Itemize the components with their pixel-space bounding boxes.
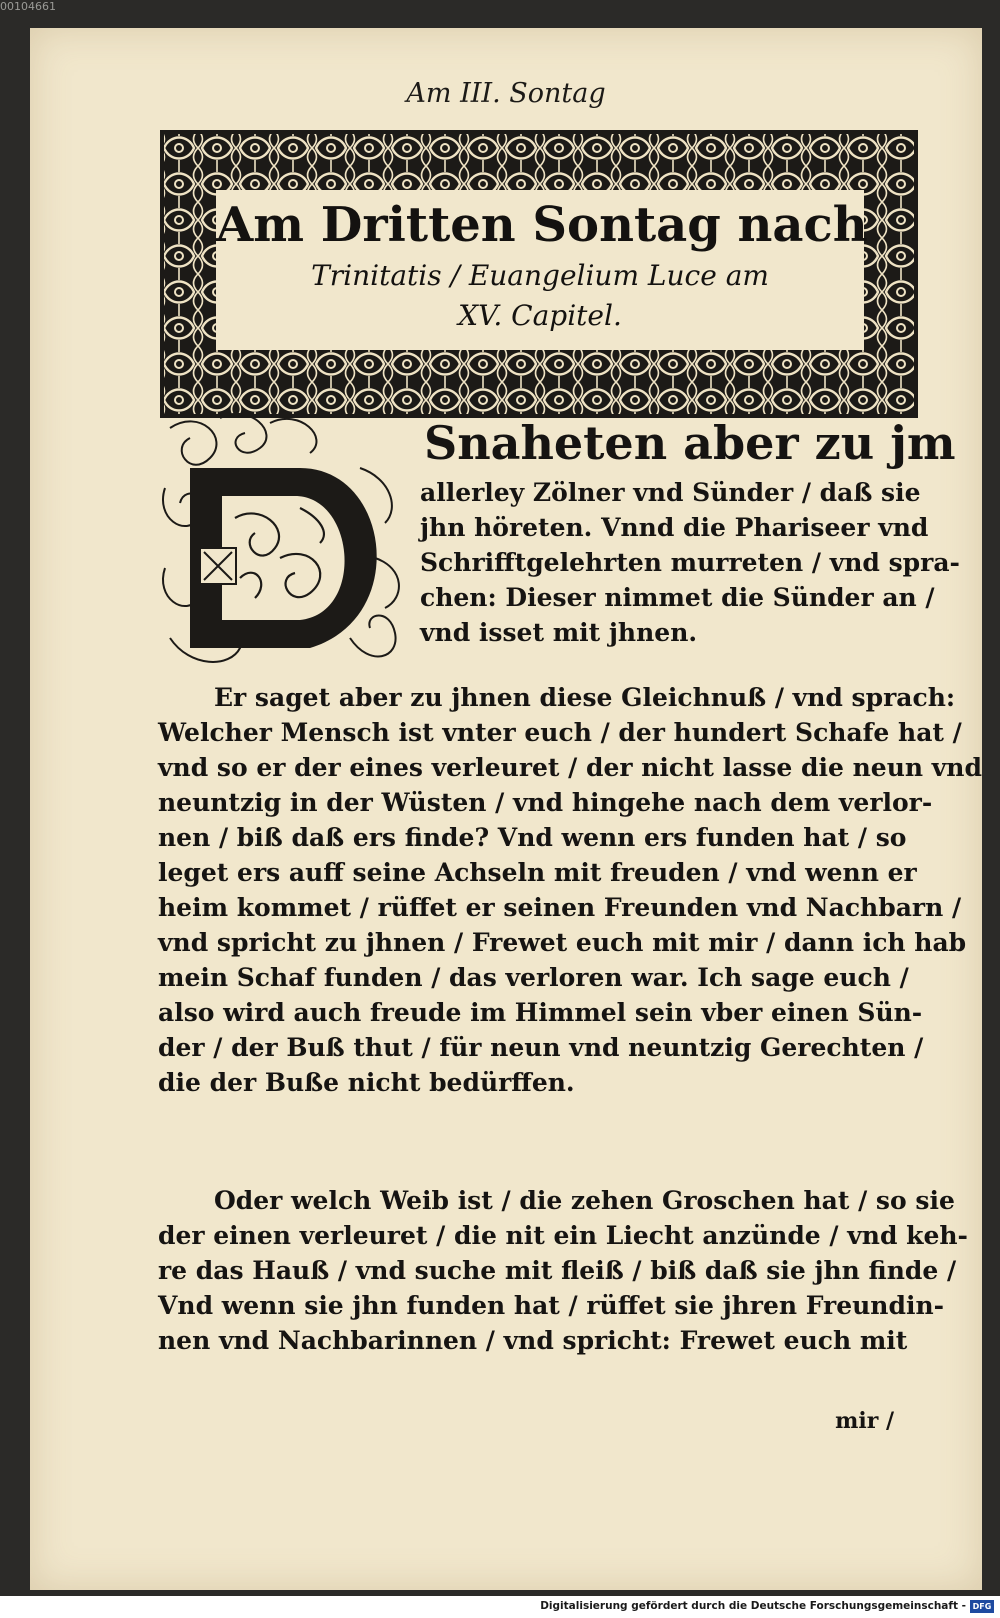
chapter-reference: XV. Capitel. xyxy=(458,299,622,332)
text-line: nen vnd Nachbarinnen / vnd spricht: Frewet euch mit xyxy=(158,1326,908,1355)
intro-line: Snaheten aber zu jm xyxy=(424,416,956,470)
text-line: die der Buße nicht bedürffen. xyxy=(158,1068,575,1097)
text-line: Er saget aber zu jhnen diese Gleichnuß / vnd sprach: xyxy=(214,683,956,712)
text-line: heim kommet / rüffet er seinen Freunden vnd Nachbarn / xyxy=(158,893,962,922)
text-line: Vnd wenn sie jhn funden hat / rüffet sie jhren Freundin- xyxy=(158,1291,945,1320)
running-head: Am III. Sontag xyxy=(406,78,606,109)
text-line: also wird auch freude im Himmel sein vber einen Sün- xyxy=(158,998,923,1027)
paragraph-lost-coin xyxy=(158,1183,968,1358)
funding-credit: Digitalisierung gefördert durch die Deutsche Forschungsgemeinschaft - xyxy=(540,1600,966,1612)
chapter-subtitle: Trinitatis / Euangelium Luce am xyxy=(311,259,769,292)
book-page xyxy=(30,28,982,1590)
text-line: nen / biß daß ers finde? Vnd wenn ers funden hat / so xyxy=(158,823,907,852)
intro-line: Schrifftgelehrten murreten / vnd spra- xyxy=(420,548,960,577)
text-line: vnd spricht zu jhnen / Frewet euch mit mir / dann ich hab xyxy=(158,928,967,957)
intro-line: allerley Zölner vnd Sünder / daß sie xyxy=(420,478,921,507)
text-line: re das Hauß / vnd suche mit fleiß / biß daß sie jhn finde / xyxy=(158,1256,957,1285)
intro-line: vnd isset mit jhnen. xyxy=(420,618,698,647)
chapter-title: Am Dritten Sontag nach xyxy=(216,197,868,253)
intro-paragraph xyxy=(420,413,960,650)
scan-id: 00104661 xyxy=(0,0,56,13)
text-line: der einen verleuret / die nit ein Liecht anzünde / vnd keh- xyxy=(158,1221,968,1250)
text-line: leget ers auff seine Achseln mit freuden / vnd wenn er xyxy=(158,858,917,887)
text-line: neuntzig in der Wüsten / vnd hingehe nach dem verlor- xyxy=(158,788,933,817)
catchword: mir / xyxy=(835,1408,894,1434)
text-line: Welcher Mensch ist vnter euch / der hundert Schafe hat / xyxy=(158,718,962,747)
text-line: der / der Buß thut / für neun vnd neuntzig Gerechten / xyxy=(158,1033,924,1062)
dfg-logo-icon: DFG xyxy=(970,1600,994,1613)
text-line: Oder welch Weib ist / die zehen Groschen hat / so sie xyxy=(214,1186,955,1215)
footer-bar xyxy=(0,1596,1000,1618)
intro-line: chen: Dieser nimmet die Sünder an / xyxy=(420,583,935,612)
intro-line: jhn höreten. Vnnd die Phariseer vnd xyxy=(420,513,929,542)
text-line: vnd so er der eines verleuret / der nicht lasse die neun vnd xyxy=(158,753,982,782)
decorated-initial-d xyxy=(160,408,410,678)
ornamental-title-frame xyxy=(160,130,918,418)
paragraph-lost-sheep xyxy=(158,680,982,1100)
title-panel xyxy=(216,190,868,350)
text-line: mein Schaf funden / das verloren war. Ich sage euch / xyxy=(158,963,909,992)
